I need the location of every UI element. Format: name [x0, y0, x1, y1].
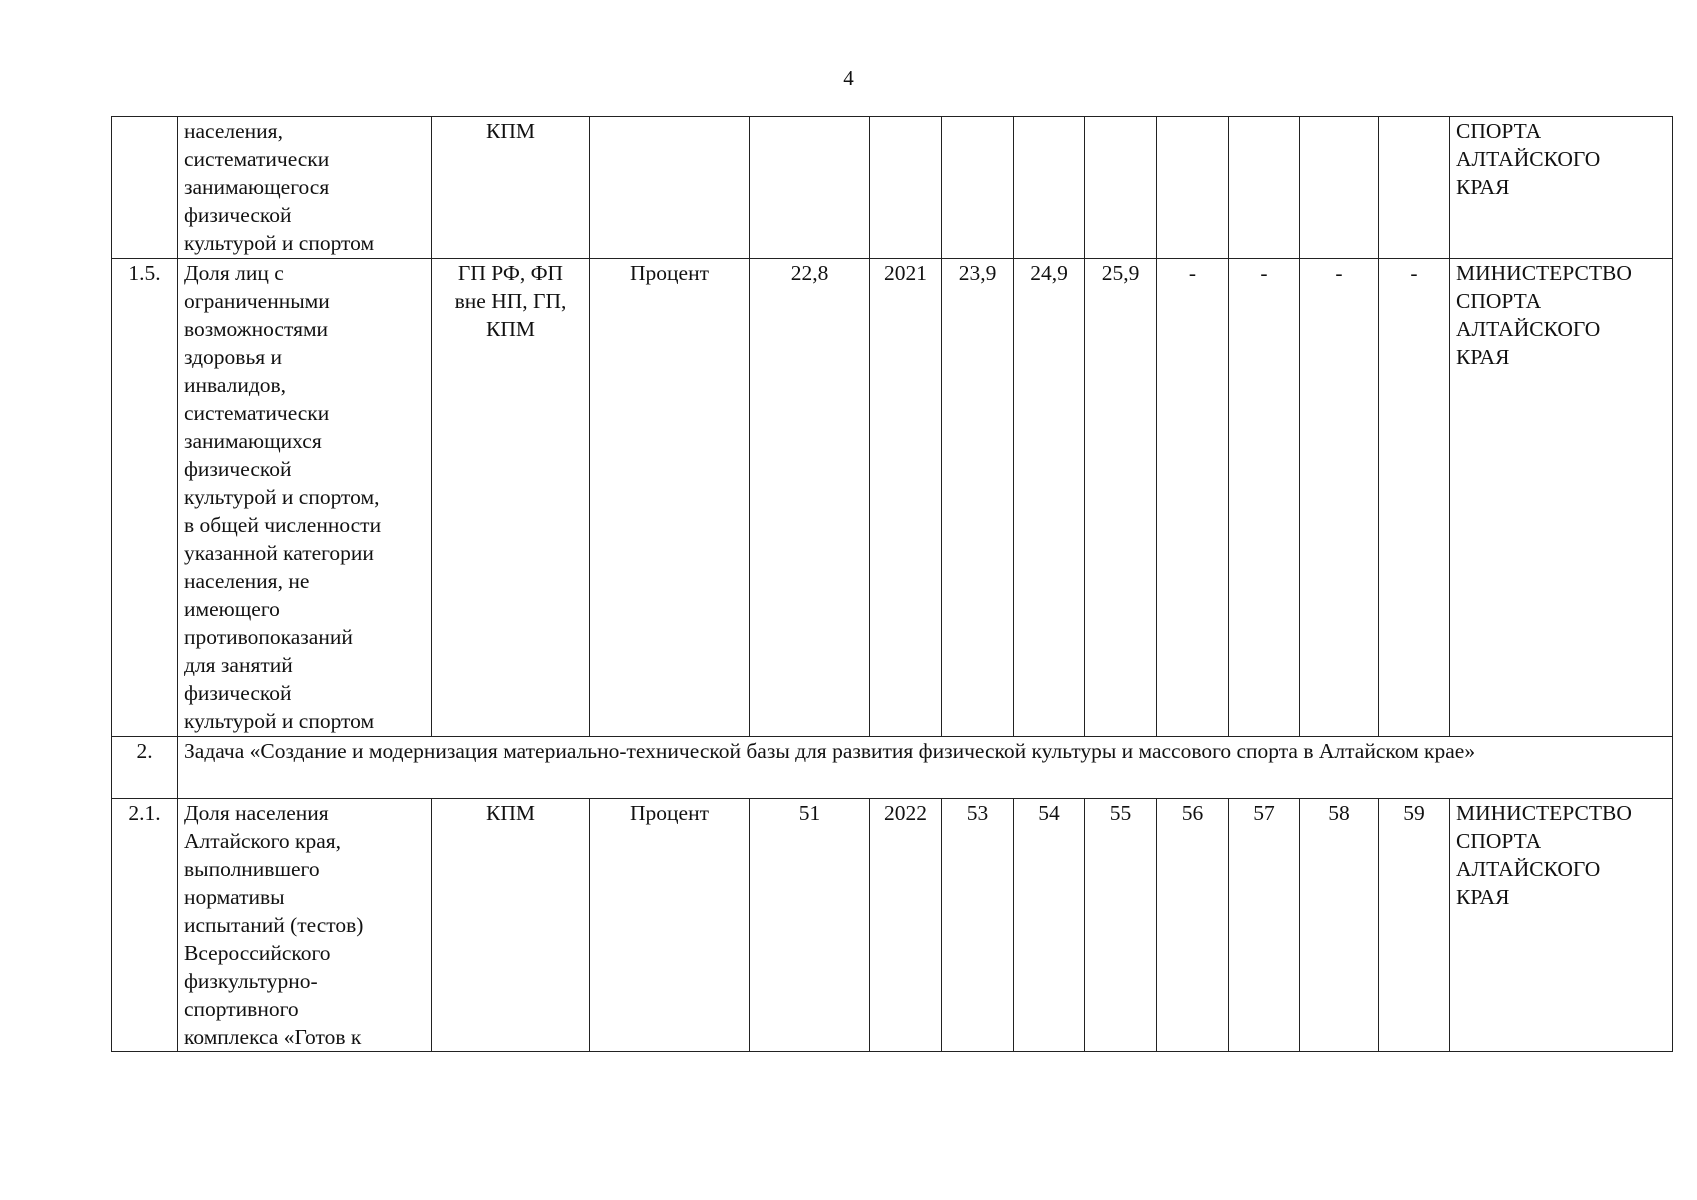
year-value: - — [1229, 259, 1300, 737]
responsible-body: МИНИСТЕРСТВО СПОРТА АЛТАЙСКОГО КРАЯ — [1450, 799, 1673, 1052]
base-year — [870, 117, 942, 259]
base-year: 2021 — [870, 259, 942, 737]
indicator-name: Доля населения Алтайского края, выполнившего нормативы испытаний (тестов) Всероссийского физкультурно- спортивного комплекса «Готов к — [178, 799, 432, 1052]
year-value — [1229, 117, 1300, 259]
year-value: 59 — [1379, 799, 1450, 1052]
responsible-body: СПОРТА АЛТАЙСКОГО КРАЯ — [1450, 117, 1673, 259]
year-value: - — [1157, 259, 1229, 737]
row-number: 1.5. — [112, 259, 178, 737]
year-value: 53 — [942, 799, 1014, 1052]
base-value: 51 — [750, 799, 870, 1052]
year-value: 25,9 — [1085, 259, 1157, 737]
base-value — [750, 117, 870, 259]
year-value: 23,9 — [942, 259, 1014, 737]
page-number: 4 — [843, 66, 854, 90]
year-value — [942, 117, 1014, 259]
year-value — [1085, 117, 1157, 259]
year-value: - — [1379, 259, 1450, 737]
year-value — [1379, 117, 1450, 259]
year-value: 58 — [1300, 799, 1379, 1052]
base-year: 2022 — [870, 799, 942, 1052]
row-number — [112, 117, 178, 259]
table-row — [112, 259, 1673, 737]
row-number: 2.1. — [112, 799, 178, 1052]
task-row — [112, 737, 1673, 799]
responsible-body: МИНИСТЕРСТВО СПОРТА АЛТАЙСКОГО КРАЯ — [1450, 259, 1673, 737]
year-value — [1300, 117, 1379, 259]
table-row — [112, 117, 1673, 259]
year-value: 55 — [1085, 799, 1157, 1052]
indicators-table — [111, 116, 1673, 1052]
indicator-name: Доля лиц с ограниченными возможностями здоровья и инвалидов, систематически занимающихся физической культурой и спортом, в общей численности указанной категории населения, не имеющего противопоказаний для занятий физической культурой и спортом — [178, 259, 432, 737]
indicator-unit: Процент — [590, 259, 750, 737]
indicator-source: КПМ — [432, 117, 590, 259]
year-value: - — [1300, 259, 1379, 737]
indicator-source: ГП РФ, ФП вне НП, ГП, КПМ — [432, 259, 590, 737]
indicator-source: КПМ — [432, 799, 590, 1052]
year-value — [1014, 117, 1085, 259]
year-value — [1157, 117, 1229, 259]
table-row — [112, 799, 1673, 1052]
base-value: 22,8 — [750, 259, 870, 737]
task-number: 2. — [112, 737, 178, 799]
year-value: 54 — [1014, 799, 1085, 1052]
year-value: 24,9 — [1014, 259, 1085, 737]
task-title: Задача «Создание и модернизация материально-технической базы для развития физической культуры и массового спорта в Алтайском крае» — [178, 737, 1673, 799]
year-value: 56 — [1157, 799, 1229, 1052]
indicator-unit: Процент — [590, 799, 750, 1052]
indicator-name: населения, систематически занимающегося физической культурой и спортом — [178, 117, 432, 259]
indicator-unit — [590, 117, 750, 259]
year-value: 57 — [1229, 799, 1300, 1052]
